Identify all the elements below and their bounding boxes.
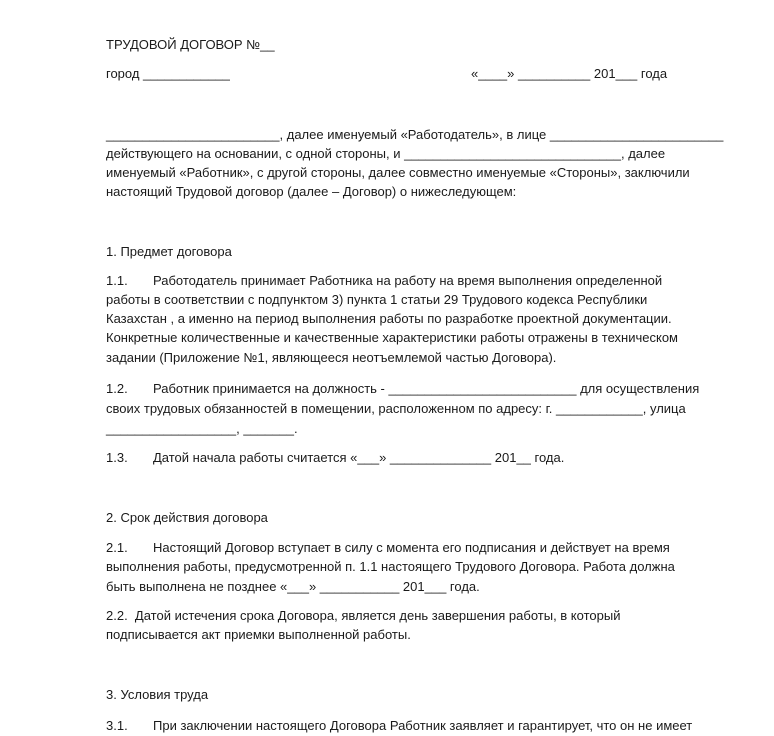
clause-text: быть выполнена не позднее «___» ___________ 201___ года. bbox=[106, 579, 480, 594]
intro-line: действующего на основании, с одной стороны, и ______________________________, далее bbox=[106, 146, 666, 161]
clause-text: При заключении настоящего Договора Работник заявляет и гарантирует, что он не имеет bbox=[153, 718, 693, 733]
clause-text: Казахстан , а именно на период выполнения работы по разработке проектной документации. bbox=[106, 311, 672, 326]
clause-text: своих трудовых обязанностей в помещении, расположенном по адресу: г. ____________, улица bbox=[106, 401, 686, 416]
clause-text: выполнения работы, предусмотренной п. 1.1 настоящего Трудового Договора. Работа должна bbox=[106, 559, 675, 574]
clause-text: 2.2. Датой истечения срока Договора, является день завершения работы, в который bbox=[106, 608, 621, 623]
date-line: «____» __________ 201___ года bbox=[471, 66, 668, 81]
clause-text: Конкретные количественные и качественные характеристики работы отражены в техническом bbox=[106, 330, 678, 345]
clause-number: 3.1. bbox=[106, 718, 128, 733]
clause-text: задании (Приложение №1, являющееся неотъемлемой частью Договора). bbox=[106, 350, 557, 365]
clause-text: Работодатель принимает Работника на работу на время выполнения определенной bbox=[153, 273, 663, 288]
clause-number: 1.2. bbox=[106, 381, 128, 396]
clause-text: работы в соответствии с подпунктом 3) пункта 1 статьи 29 Трудового кодекса Республики bbox=[106, 292, 648, 307]
section-heading: 2. Срок действия договора bbox=[106, 510, 268, 525]
clause-text: Датой начала работы считается «___» ______________ 201__ года. bbox=[153, 450, 565, 465]
section-heading: 3. Условия труда bbox=[106, 687, 209, 702]
clause-number: 1.3. bbox=[106, 450, 128, 465]
clause-text: Работник принимается на должность - __________________________ для осуществления bbox=[153, 381, 700, 396]
document-title: ТРУДОВОЙ ДОГОВОР №__ bbox=[106, 37, 275, 52]
clause-text: __________________, _______. bbox=[106, 421, 298, 436]
intro-line: настоящий Трудовой договор (далее – Договор) о нижеследующем: bbox=[106, 184, 517, 199]
intro-line: ________________________, далее именуемый «Работодатель», в лице ________________________ bbox=[106, 127, 724, 142]
clause-text: подписывается акт приемки выполненной работы. bbox=[106, 627, 411, 642]
section-heading: 1. Предмет договора bbox=[106, 244, 232, 259]
clause-number: 2.1. bbox=[106, 540, 128, 555]
city-line: город ____________ bbox=[106, 66, 230, 81]
clause-text: Настоящий Договор вступает в силу с момента его подписания и действует на время bbox=[153, 540, 670, 555]
clause-number: 1.1. bbox=[106, 273, 128, 288]
intro-line: именуемый «Работник», с другой стороны, далее совместно именуемые «Стороны», заключили bbox=[106, 165, 690, 180]
